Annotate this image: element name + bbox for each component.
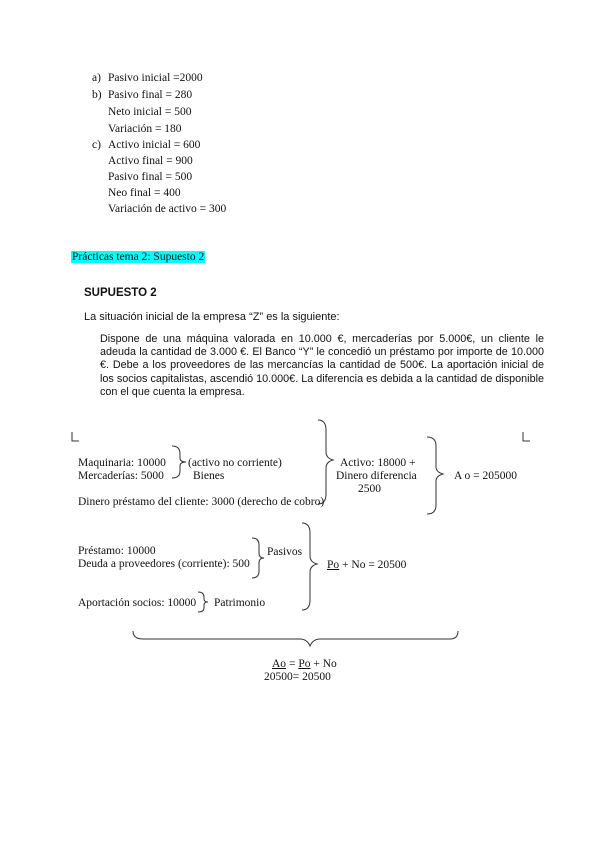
- diagram-no-corriente: (activo no corriente): [188, 457, 282, 469]
- list-marker-b: b): [92, 89, 102, 101]
- diagram-maquinaria: Maquinaria: 10000: [78, 457, 166, 469]
- diagram-po-rest: + No = 20500: [342, 559, 407, 571]
- list-item-c-line-3: Pasivo final = 500: [108, 171, 193, 183]
- list-item-c-line-1: Activo inicial = 600: [108, 139, 201, 151]
- exercise-body: Dispone de una máquina valorada en 10.000 €, mercaderías por 5.000€, un cliente le adeuda la cantidad de 3.000 €. El Banco “Y” le concedió un préstamo por importe de 10.000 €. Debe a los proveedores de las mercancías la cantidad de 500€. La aportación inicial de los socios capitalistas, ascendió 10.000€. La diferencia es debida a la cantidad de disponible con el que cuenta la empresa.: [100, 333, 544, 398]
- list-item-b-line-1: Pasivo final = 280: [108, 89, 193, 101]
- diagram-po-no: [327, 557, 406, 573]
- diagram-patrimonio-label: Patrimonio: [214, 597, 266, 609]
- brace-ao: [427, 437, 443, 514]
- corner-mark-right: [523, 432, 530, 441]
- diagram-prestamo: Préstamo: 10000: [78, 545, 156, 557]
- list-item-b-line-2: Neto inicial = 500: [108, 106, 192, 118]
- exercise-intro: La situación inicial de la empresa “Z” es la siguiente:: [84, 311, 340, 323]
- diagram-deuda: Deuda a proveedores (corriente): 500: [78, 558, 250, 570]
- brace-patrimonio: [198, 592, 208, 612]
- diagram-dinero-prestamo: Dinero préstamo del cliente: 3000 (derecho de cobro): [78, 496, 325, 508]
- brace-po-no: [302, 523, 317, 610]
- diagram-diferencia-valor: 2500: [358, 483, 381, 495]
- equation-tail: + No: [310, 658, 337, 670]
- diagram-dinero-diferencia: Dinero diferencia: [336, 470, 417, 482]
- list-item-a: Pasivo inicial =2000: [108, 72, 203, 84]
- list-item-c-line-4: Neo final = 400: [108, 187, 181, 199]
- equation-ao: Ao: [272, 658, 287, 670]
- diagram-po-label: Po: [327, 559, 340, 571]
- diagram-ao-result: A o = 205000: [454, 470, 518, 482]
- diagram-pasivos-label: Pasivos: [267, 546, 303, 558]
- corner-mark-left: [72, 432, 79, 441]
- exercise-title: SUPUESTO 2: [84, 287, 157, 299]
- list-item-c-line-5: Variación de activo = 300: [108, 203, 227, 215]
- equation-po: Po: [298, 658, 311, 670]
- equation-result: 20500= 20500: [264, 671, 331, 683]
- brace-bottom: [133, 631, 458, 646]
- equation-equals: =: [286, 658, 299, 670]
- brace-pasivos: [252, 538, 264, 578]
- diagram-aportacion: Aportación socios: 10000: [78, 597, 197, 609]
- diagram-bienes: Bienes: [193, 470, 225, 482]
- diagram-activo-total: Activo: 18000 +: [340, 457, 416, 469]
- diagram-mercaderias: Mercaderías: 5000: [78, 470, 164, 482]
- list-item-c-line-2: Activo final = 900: [108, 155, 193, 167]
- list-marker-c: c): [92, 139, 101, 151]
- brace-bienes: [172, 446, 186, 478]
- list-item-b-line-3: Variación = 180: [108, 123, 182, 135]
- section-heading-text: Prácticas tema 2: Supuesto 2: [72, 251, 205, 263]
- brace-activo: [318, 420, 333, 504]
- list-marker-a: a): [92, 72, 101, 84]
